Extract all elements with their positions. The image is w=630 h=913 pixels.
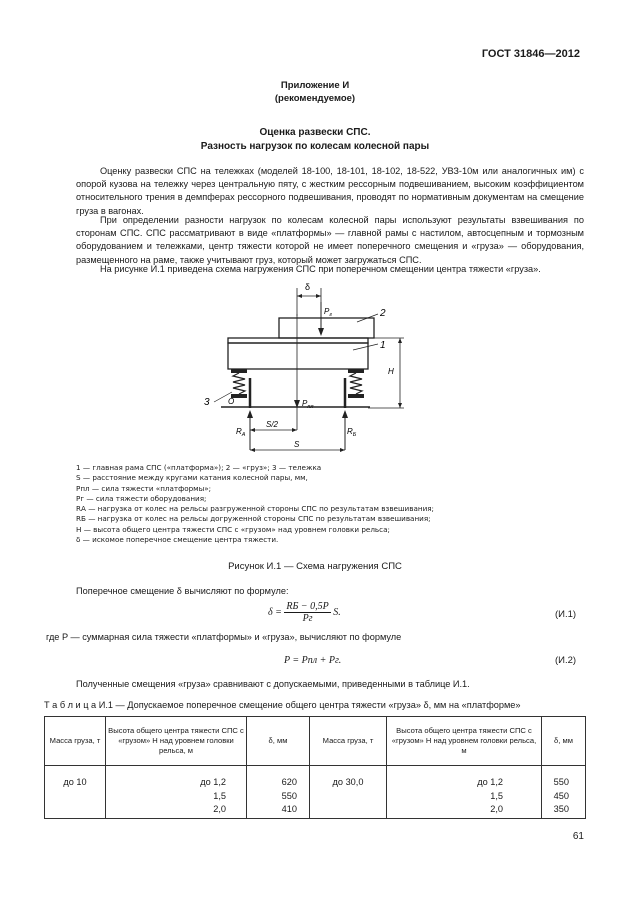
formula-1-denominator: Pг — [302, 613, 313, 624]
table-i1 — [44, 716, 586, 819]
legend-line: δ — искомое поперечное смещение центра тяжести. — [76, 535, 279, 545]
legend-line: RБ — нагрузка от колес на рельсы догруженной стороны СПС по результатам взвешивания; — [76, 514, 431, 524]
delta-label: δ — [305, 282, 311, 292]
s-label: S — [294, 440, 300, 449]
standard-number: ГОСТ 31846—2012 — [481, 48, 580, 60]
legend-line: H — высота общего центра тяжести СПС с «грузом» над уровнем головки рельса; — [76, 524, 390, 534]
header-height: Высота общего центра тяжести СПС с «грузом» H над уровнем головки рельса, м — [106, 717, 247, 766]
formula-2-number: (И.2) — [555, 655, 577, 666]
header-delta: δ, мм — [247, 717, 310, 766]
pg-label: $P_г$ — [324, 307, 333, 318]
paragraph-2: При определении разности нагрузок по колесам колесной пары используют результаты взвешивания по сторонам СПС. СПС рассматривают в виде «платформы» — главной рамы с настилом, автосцепным и тормозным оборудованием и тележками, центр тяжести которой не имеет поперечного смещения и «груза» — оборудования, размещенного на раме, также учитывают груз, который может загружаться СПС. — [76, 215, 584, 265]
header-mass: Масса груза, т — [45, 717, 106, 766]
paragraph-3: На рисунке И.1 приведена схема нагружения СПС при поперечном смещении центра тяжести «груза». — [100, 264, 541, 274]
header-height: Высота общего центра тяжести СПС с «грузом» H над уровнем головки рельса, м — [387, 717, 542, 766]
paragraph-1: Оценку развески СПС на тележках (моделей 18-100, 18-101, 18-102, 18-522, УВЗ-10м или аналогичных им) с опорой кузова на тележку через центральную пяту, с жестким рессорным подвешиванием, высоким коэффициентом относительного трения в демпферах рессорного подвешивания, проводят по нормативным документам на смещение груза в вагонах. — [76, 166, 584, 216]
h-label: H — [388, 367, 394, 376]
cell-deltas: 620 550 410 — [247, 766, 310, 819]
formula-where: где P — суммарная сила тяжести «платформы» и «груза», вычисляют по формуле — [46, 632, 402, 642]
table-caption: Т а б л и ц а И.1 — Допускаемое поперечное смещение общего центра тяжести «груза» δ, мм на «платформе» — [44, 700, 521, 710]
legend-line: RА — нагрузка от колес на рельсы разгруженной стороны СПС по результатам взвешивания; — [76, 504, 434, 514]
table-row — [45, 766, 586, 819]
appendix-title: Приложение И — [280, 80, 350, 91]
legend-line: S — расстояние между кругами катания колесной пары, мм, — [76, 473, 308, 483]
formula-after: Полученные смещения «груза» сравнивают с допускаемыми, приведенными в таблице И.1. — [76, 679, 470, 689]
formula-1-number: (И.1) — [555, 609, 577, 620]
rb-label: $R_Б$ — [347, 427, 357, 438]
ra-label: $R_А$ — [236, 427, 246, 438]
heading-line-1: Оценка развески СПС. — [259, 127, 371, 138]
legend-line: Pпл — сила тяжести «платформы»; — [76, 483, 212, 493]
appendix-subtitle: (рекомендуемое) — [274, 93, 356, 104]
cell-deltas: 550 450 350 — [542, 766, 586, 819]
legend-line: Pг — сила тяжести оборудования; — [76, 493, 207, 503]
number-3-label: 3 — [204, 397, 210, 408]
number-1-label: 1 — [380, 340, 386, 351]
page-number: 61 — [572, 831, 584, 842]
legend-line: 1 — главная рама СПС («платформа»); 2 — «груз»; 3 — тележка — [76, 463, 322, 472]
cell-heights: до 1,2 1,5 2,0 — [387, 766, 542, 819]
formula-2: P = Pпл + Pг. — [284, 655, 342, 666]
formula-1-numerator: RБ − 0,5P — [286, 601, 329, 612]
figure-legend — [76, 463, 434, 545]
figure-caption: Рисунок И.1 — Схема нагружения СПС — [228, 561, 402, 572]
formula-intro: Поперечное смещение δ вычисляют по формуле: — [76, 586, 289, 596]
cell-mass: до 10 — [45, 766, 106, 819]
loading-scheme-figure — [190, 278, 440, 458]
cell-mass: до 30,0 — [310, 766, 387, 819]
cell-heights: до 1,2 1,5 2,0 — [106, 766, 247, 819]
o-label: O — [228, 397, 235, 406]
heading-line-2: Разность нагрузок по колесам колесной пары — [200, 141, 430, 152]
header-delta: δ, мм — [542, 717, 586, 766]
number-2-label: 2 — [380, 308, 386, 319]
header-mass: Масса груза, т — [310, 717, 387, 766]
s2-label: S/2 — [266, 420, 279, 429]
ppl-label: $P_{пл}$ — [302, 399, 314, 410]
formula-1: δ = $\frac{RБ - 0,5P}{Pг}$ S. — [268, 601, 341, 624]
